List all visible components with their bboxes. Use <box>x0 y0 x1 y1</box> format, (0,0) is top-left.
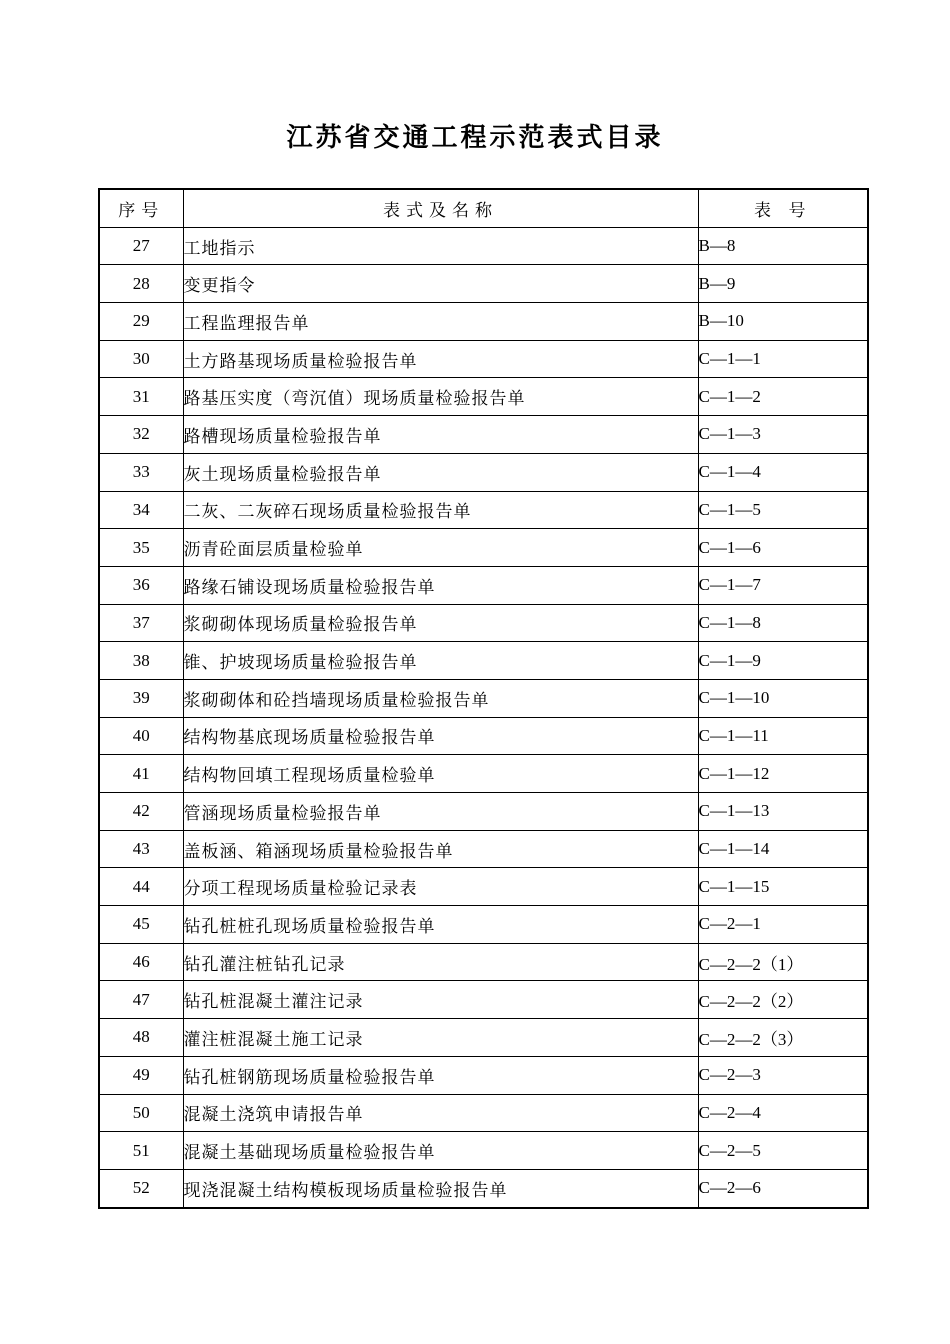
row-form-name: 钻孔桩桩孔现场质量检验报告单 <box>183 906 698 944</box>
row-form-name: 盖板涵、箱涵现场质量检验报告单 <box>183 830 698 868</box>
table-row <box>99 227 868 265</box>
row-serial-number: 31 <box>99 378 183 416</box>
row-form-name: 变更指令 <box>183 265 698 303</box>
catalog-table <box>98 188 869 1209</box>
row-form-name: 钻孔桩钢筋现场质量检验报告单 <box>183 1056 698 1094</box>
row-form-code: C—2—5 <box>698 1132 868 1170</box>
row-form-code: C—1—4 <box>698 453 868 491</box>
row-form-code: C—2—1 <box>698 906 868 944</box>
row-form-code: B—9 <box>698 265 868 303</box>
row-form-code: C—1—1 <box>698 340 868 378</box>
row-form-name: 沥青砼面层质量检验单 <box>183 529 698 567</box>
table-row <box>99 453 868 491</box>
row-serial-number: 36 <box>99 566 183 604</box>
row-serial-number: 52 <box>99 1169 183 1207</box>
table-row <box>99 265 868 303</box>
row-form-code: C—1—11 <box>698 717 868 755</box>
table-row <box>99 830 868 868</box>
row-form-code: C—2—2（2） <box>698 981 868 1019</box>
table-row <box>99 755 868 793</box>
row-serial-number: 46 <box>99 943 183 981</box>
table-row <box>99 868 868 906</box>
row-serial-number: 49 <box>99 1056 183 1094</box>
row-form-code: C—1—15 <box>698 868 868 906</box>
row-serial-number: 34 <box>99 491 183 529</box>
row-form-name: 结构物回填工程现场质量检验单 <box>183 755 698 793</box>
table-row <box>99 642 868 680</box>
row-form-name: 路基压实度（弯沉值）现场质量检验报告单 <box>183 378 698 416</box>
row-form-name: 钻孔桩混凝土灌注记录 <box>183 981 698 1019</box>
table-row <box>99 340 868 378</box>
header-form-name: 表式及名称 <box>183 189 698 227</box>
table-row <box>99 717 868 755</box>
row-form-code: C—1—2 <box>698 378 868 416</box>
row-form-name: 灰土现场质量检验报告单 <box>183 453 698 491</box>
row-form-code: C—1—12 <box>698 755 868 793</box>
row-serial-number: 30 <box>99 340 183 378</box>
page-title: 江苏省交通工程示范表式目录 <box>286 123 664 153</box>
row-serial-number: 41 <box>99 755 183 793</box>
table-row <box>99 416 868 454</box>
row-form-name: 二灰、二灰碎石现场质量检验报告单 <box>183 491 698 529</box>
row-form-code: C—2—3 <box>698 1056 868 1094</box>
row-form-code: B—10 <box>698 303 868 341</box>
row-serial-number: 33 <box>99 453 183 491</box>
table-row <box>99 679 868 717</box>
row-serial-number: 43 <box>99 830 183 868</box>
row-form-name: 路槽现场质量检验报告单 <box>183 416 698 454</box>
row-form-name: 锥、护坡现场质量检验报告单 <box>183 642 698 680</box>
row-serial-number: 47 <box>99 981 183 1019</box>
table-row <box>99 981 868 1019</box>
row-form-code: C—2—6 <box>698 1169 868 1207</box>
table-row <box>99 1056 868 1094</box>
row-form-code: C—1—7 <box>698 566 868 604</box>
table-row <box>99 1019 868 1057</box>
row-serial-number: 27 <box>99 227 183 265</box>
row-form-name: 工地指示 <box>183 227 698 265</box>
table-row <box>99 378 868 416</box>
row-form-name: 钻孔灌注桩钻孔记录 <box>183 943 698 981</box>
row-form-name: 浆砌砌体现场质量检验报告单 <box>183 604 698 642</box>
row-serial-number: 48 <box>99 1019 183 1057</box>
row-form-code: B—8 <box>698 227 868 265</box>
row-form-name: 路缘石铺设现场质量检验报告单 <box>183 566 698 604</box>
row-form-code: C—1—8 <box>698 604 868 642</box>
table-header-row <box>99 189 868 227</box>
row-serial-number: 37 <box>99 604 183 642</box>
table-row <box>99 1169 868 1207</box>
row-serial-number: 40 <box>99 717 183 755</box>
row-form-name: 混凝土基础现场质量检验报告单 <box>183 1132 698 1170</box>
row-serial-number: 39 <box>99 679 183 717</box>
row-form-name: 工程监理报告单 <box>183 303 698 341</box>
table-row <box>99 491 868 529</box>
row-serial-number: 50 <box>99 1094 183 1132</box>
table-row <box>99 529 868 567</box>
table-row <box>99 303 868 341</box>
table-row <box>99 604 868 642</box>
row-serial-number: 38 <box>99 642 183 680</box>
row-form-code: C—2—2（1） <box>698 943 868 981</box>
row-serial-number: 35 <box>99 529 183 567</box>
row-form-code: C—1—6 <box>698 529 868 567</box>
row-serial-number: 45 <box>99 906 183 944</box>
row-form-name: 灌注桩混凝土施工记录 <box>183 1019 698 1057</box>
row-form-name: 浆砌砌体和砼挡墙现场质量检验报告单 <box>183 679 698 717</box>
row-form-code: C—2—4 <box>698 1094 868 1132</box>
row-serial-number: 32 <box>99 416 183 454</box>
row-form-name: 结构物基底现场质量检验报告单 <box>183 717 698 755</box>
row-form-code: C—1—10 <box>698 679 868 717</box>
row-form-name: 分项工程现场质量检验记录表 <box>183 868 698 906</box>
header-serial-number: 序号 <box>99 189 183 227</box>
table-row <box>99 906 868 944</box>
row-form-code: C—1—9 <box>698 642 868 680</box>
table-row <box>99 1132 868 1170</box>
row-form-name: 土方路基现场质量检验报告单 <box>183 340 698 378</box>
row-form-code: C—1—5 <box>698 491 868 529</box>
row-form-name: 现浇混凝土结构模板现场质量检验报告单 <box>183 1169 698 1207</box>
table-row <box>99 793 868 831</box>
row-form-name: 混凝土浇筑申请报告单 <box>183 1094 698 1132</box>
row-serial-number: 42 <box>99 793 183 831</box>
row-form-code: C—1—13 <box>698 793 868 831</box>
table-row <box>99 1094 868 1132</box>
row-serial-number: 51 <box>99 1132 183 1170</box>
row-serial-number: 29 <box>99 303 183 341</box>
table-row <box>99 943 868 981</box>
row-form-code: C—1—3 <box>698 416 868 454</box>
header-form-code: 表 号 <box>698 189 868 227</box>
row-serial-number: 44 <box>99 868 183 906</box>
row-form-name: 管涵现场质量检验报告单 <box>183 793 698 831</box>
row-form-code: C—2—2（3） <box>698 1019 868 1057</box>
row-form-code: C—1—14 <box>698 830 868 868</box>
row-serial-number: 28 <box>99 265 183 303</box>
table-row <box>99 566 868 604</box>
